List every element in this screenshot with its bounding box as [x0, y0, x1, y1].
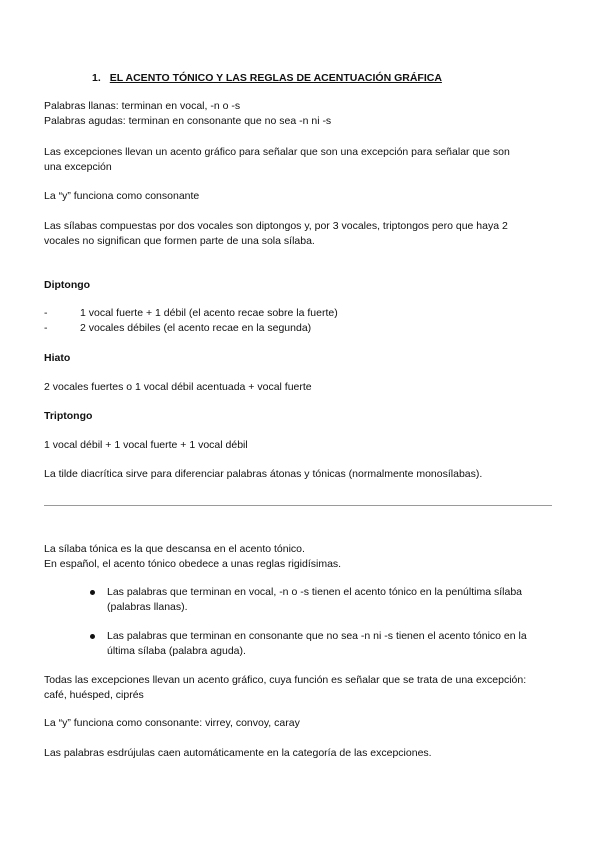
dash-marker: -	[44, 307, 48, 319]
y-consonante-examples: La “y” funciona como consonante: virrey, convoy, caray	[44, 717, 300, 729]
llanas-definition: Palabras llanas: terminan en vocal, -n o -s	[44, 100, 241, 112]
silaba-tonica-definition: La sílaba tónica es la que descansa en el acento tónico.	[44, 543, 305, 555]
y-consonante-note: La “y” funciona como consonante	[44, 190, 200, 202]
dash-marker: -	[44, 322, 48, 334]
bullet-dot-icon	[90, 634, 95, 639]
esdrujulas-note: Las palabras esdrújulas caen automáticamente en la categoría de las excepciones.	[44, 747, 432, 759]
hiato-heading: Hiato	[44, 352, 71, 364]
diptongo-heading: Diptongo	[44, 279, 91, 291]
excepciones-line-1: Las excepciones llevan un acento gráfico para señalar que son una excepción para señalar que son	[44, 146, 510, 158]
diptongo-item-text: 1 vocal fuerte + 1 débil (el acento recae sobre la fuerte)	[80, 307, 338, 319]
silabas-line-1: Las sílabas compuestas por dos vocales son diptongos y, por 3 vocales, triptongos pero que haya 2	[44, 220, 508, 232]
triptongo-text: 1 vocal débil + 1 vocal fuerte + 1 vocal débil	[44, 439, 248, 451]
heading-number: 1.	[92, 72, 101, 84]
todas-excepciones-line-2: café, huésped, ciprés	[44, 689, 144, 701]
diptongo-item	[44, 306, 338, 320]
horizontal-divider	[44, 505, 552, 506]
diptongo-item-text: 2 vocales débiles (el acento recae en la segunda)	[80, 322, 312, 334]
todas-excepciones-line-1: Todas las excepciones llevan un acento gráfico, cuya función es señalar que se trata de una excepción:	[44, 674, 527, 686]
triptongo-heading: Triptongo	[44, 410, 93, 422]
bullet-dot-icon	[90, 590, 95, 595]
heading-text: EL ACENTO TÓNICO Y LAS REGLAS DE ACENTUACIÓN GRÁFICA	[109, 72, 442, 84]
espanol-reglas: En español, el acento tónico obedece a unas reglas rigidísimas.	[44, 558, 342, 570]
hiato-text: 2 vocales fuertes o 1 vocal débil acentuada + vocal fuerte	[44, 381, 312, 393]
page-title	[92, 71, 442, 85]
silabas-line-2: vocales no significan que formen parte de una sola sílaba.	[44, 235, 315, 247]
tilde-diacritica-note: La tilde diacrítica sirve para diferenciar palabras átonas y tónicas (normalmente monosílabas).	[44, 468, 483, 480]
bullet-text: Las palabras que terminan en consonante que no sea -n ni -s tienen el acento tónico en la última sílaba (palabra aguda).	[107, 630, 527, 657]
diptongo-item	[44, 321, 311, 335]
agudas-definition: Palabras agudas: terminan en consonante que no sea -n ni -s	[44, 115, 332, 127]
excepciones-line-2: una excepción	[44, 161, 112, 173]
bullet-text: Las palabras que terminan en vocal, -n o -s tienen el acento tónico en la penúltima sílaba (palabras llanas).	[107, 586, 523, 613]
